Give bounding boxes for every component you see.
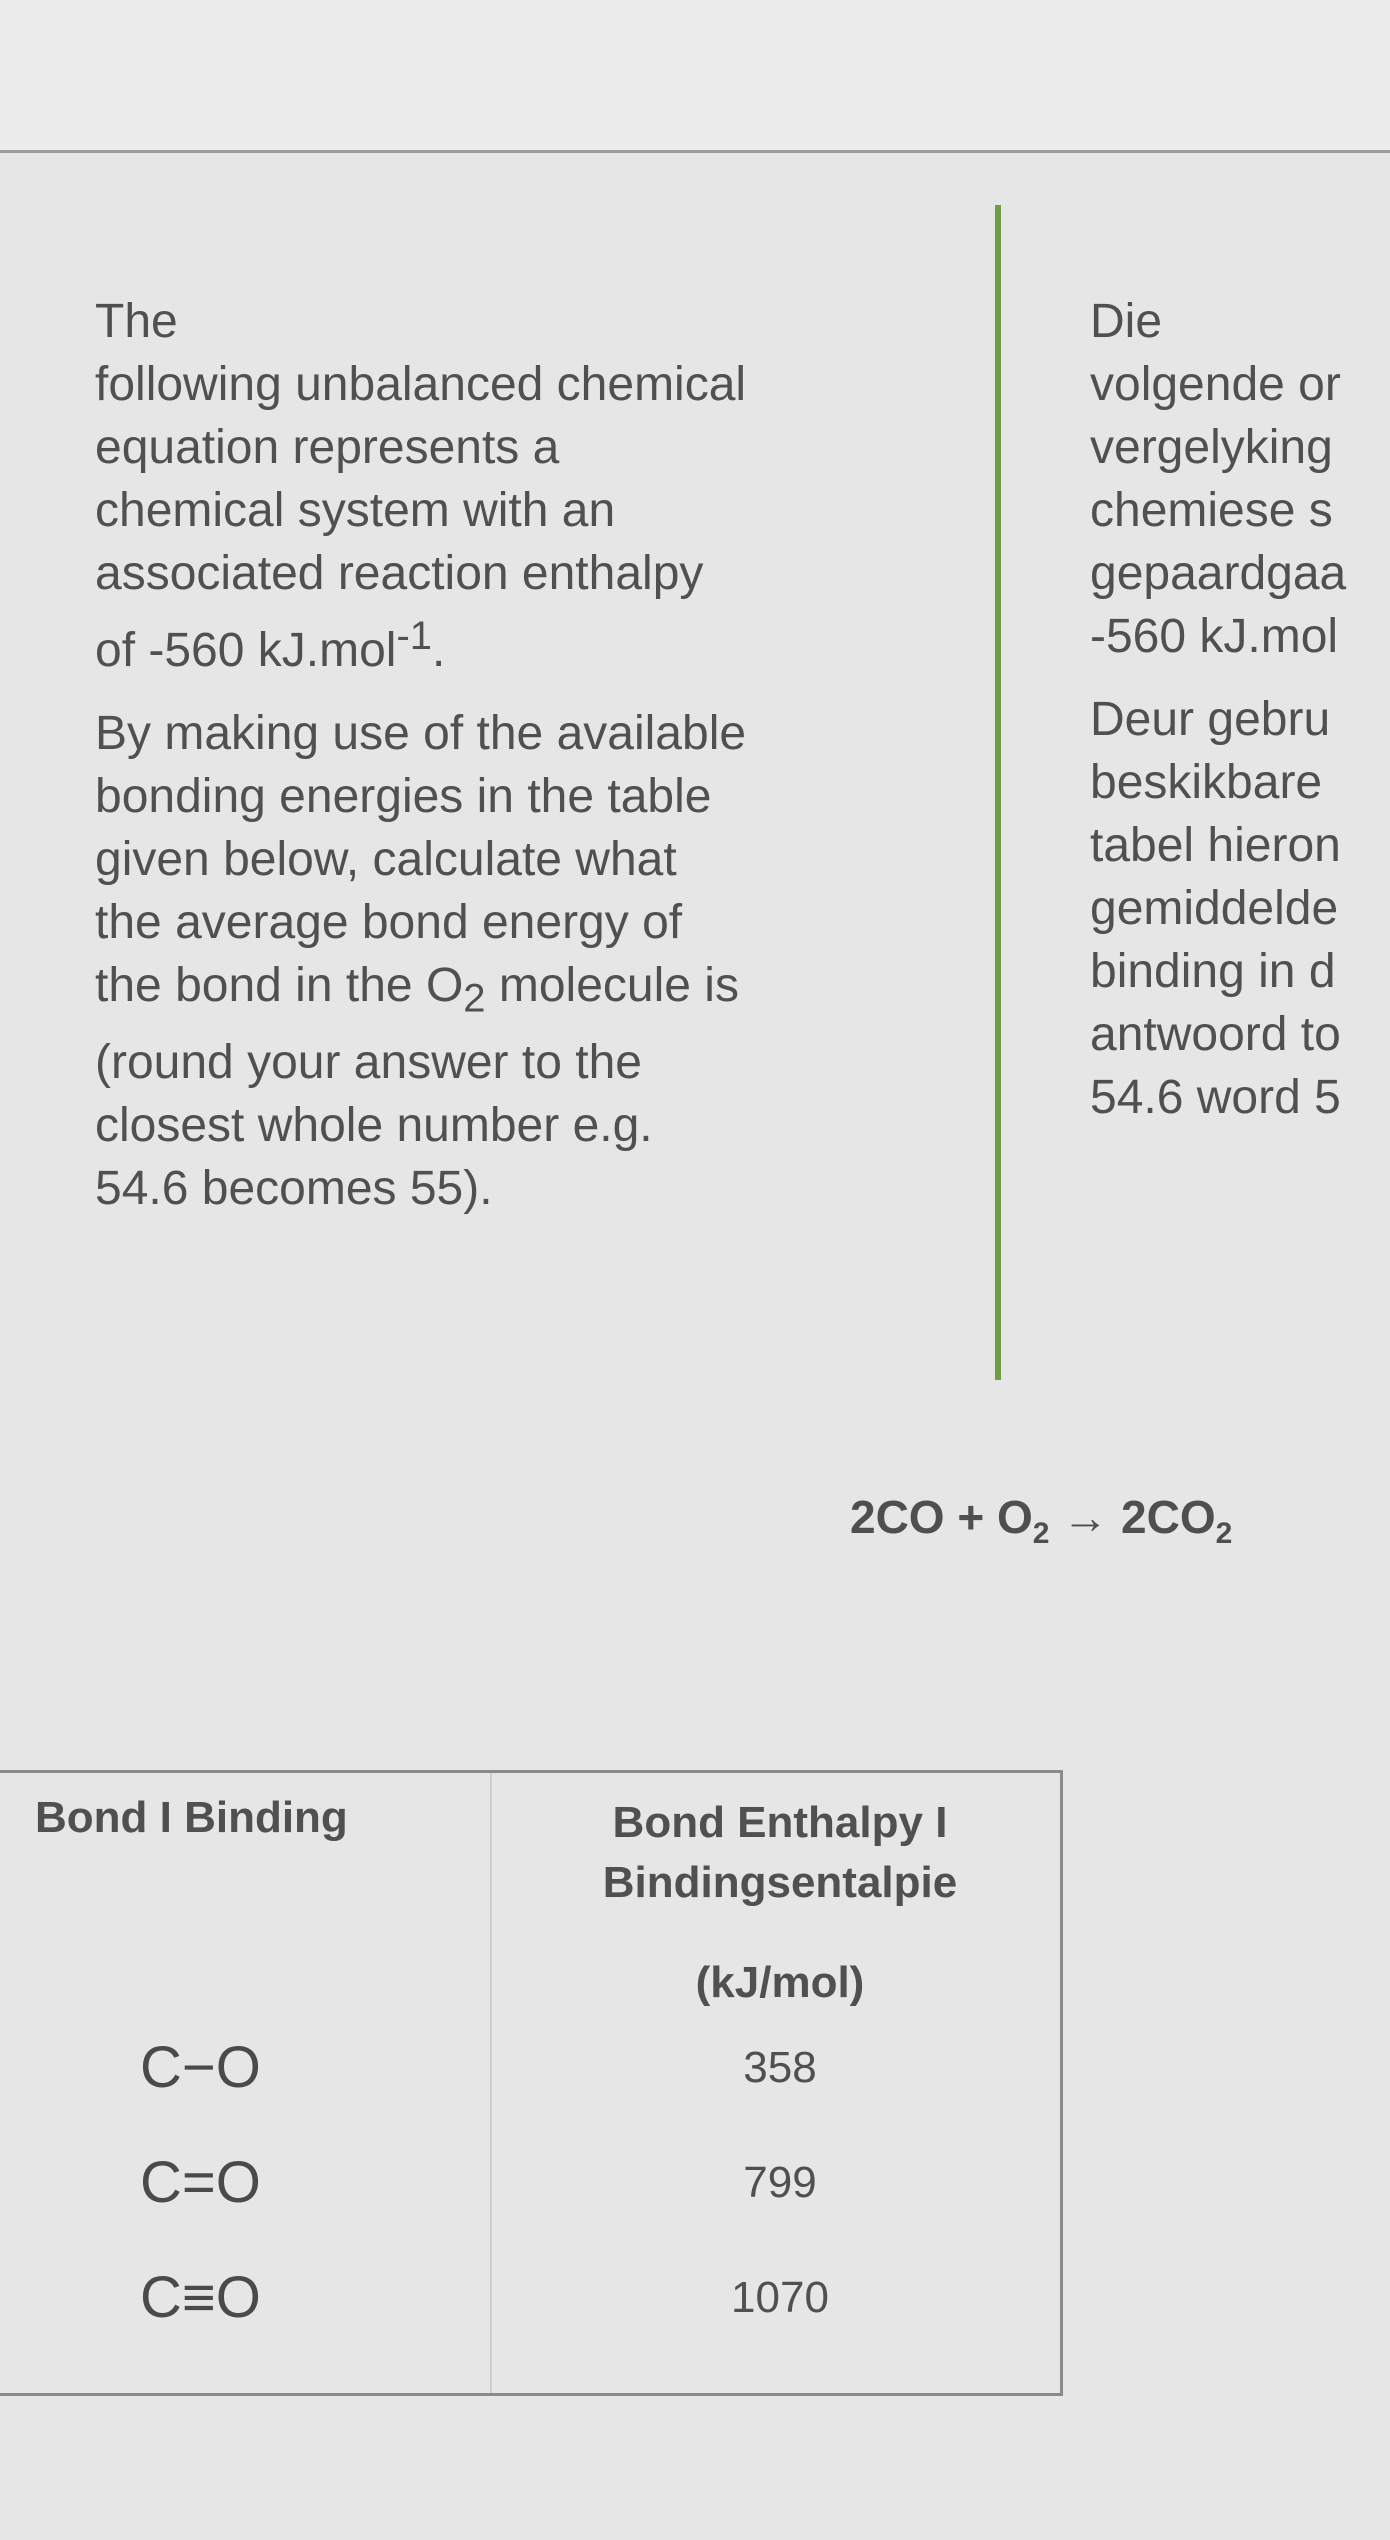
- intro-paragraph: [95, 290, 955, 682]
- afrikaans-line: Deur gebru: [1090, 693, 1331, 746]
- intro-line: following unbalanced chemical: [95, 358, 747, 411]
- afrikaans-line: gepaardgaa: [1090, 547, 1347, 600]
- enthalpy-cell: 799: [743, 2158, 817, 2207]
- top-margin: [0, 0, 1390, 150]
- enthalpy-text: of -560 kJ.mol: [95, 624, 397, 677]
- afrikaans-line: Die: [1090, 295, 1163, 348]
- afrikaans-line: antwoord to: [1090, 1008, 1341, 1061]
- task-line-o2: the bond in the O: [95, 959, 464, 1012]
- table-row: [0, 2243, 1060, 2353]
- afrikaans-line: vergelyking: [1090, 421, 1333, 474]
- task-line-o2-end: molecule is: [485, 959, 739, 1012]
- bond-cell: C−O: [140, 2035, 261, 2100]
- afrikaans-line: volgende or: [1090, 358, 1341, 411]
- table-row: [0, 2128, 1060, 2238]
- afrikaans-line: gemiddelde: [1090, 882, 1339, 935]
- equation-reactants: 2CO + O: [850, 1491, 1033, 1543]
- bond-enthalpy-table: [0, 1770, 1063, 2396]
- task-line: bonding energies in the table: [95, 770, 712, 823]
- column-divider: [995, 205, 1001, 1380]
- enthalpy-cell: 1070: [731, 2273, 829, 2322]
- afrikaans-line: beskikbare: [1090, 756, 1323, 809]
- question-english: [95, 290, 955, 1240]
- bond-cell: C=O: [140, 2150, 261, 2215]
- question-afrikaans: [1090, 290, 1390, 1149]
- afrikaans-task: [1090, 688, 1390, 1129]
- intro-line: equation represents a: [95, 421, 560, 474]
- enthalpy-cell: 358: [743, 2043, 817, 2092]
- afrikaans-line: binding in d: [1090, 945, 1336, 998]
- equation-subscript: 2: [1032, 1517, 1050, 1551]
- o2-subscript: 2: [463, 976, 486, 1021]
- task-line: the average bond energy of: [95, 896, 683, 949]
- afrikaans-line: chemiese s: [1090, 484, 1333, 537]
- enthalpy-exponent: -1: [396, 614, 433, 658]
- chemical-equation: [850, 1490, 1232, 1551]
- task-line: 54.6 becomes 55).: [95, 1161, 493, 1215]
- afrikaans-line: tabel hieron: [1090, 819, 1341, 872]
- enthalpy-period: .: [432, 624, 446, 677]
- header-enthalpy: Bond Enthalpy I Bindingsentalpie: [602, 1798, 958, 1907]
- table-row: [0, 2013, 1060, 2123]
- task-line: given below, calculate what: [95, 833, 677, 886]
- task-line: (round your answer to the: [95, 1035, 642, 1089]
- afrikaans-intro: [1090, 290, 1390, 668]
- afrikaans-line: 54.6 word 5: [1090, 1071, 1341, 1124]
- task-line: By making use of the available: [95, 707, 747, 760]
- equation-arrow-product: → 2CO: [1049, 1491, 1216, 1543]
- intro-line: The: [95, 295, 178, 348]
- afrikaans-line: -560 kJ.mol: [1090, 610, 1339, 663]
- intro-line: chemical system with an: [95, 484, 616, 537]
- task-line: closest whole number e.g.: [95, 1098, 653, 1152]
- task-paragraph: [95, 702, 955, 1220]
- top-divider: [0, 150, 1390, 153]
- equation-subscript: 2: [1215, 1517, 1233, 1551]
- header-unit: (kJ/mol): [695, 1958, 865, 2007]
- header-bond: Bond I Binding: [35, 1793, 348, 1842]
- bond-cell: C≡O: [140, 2265, 261, 2330]
- intro-line: associated reaction enthalpy: [95, 547, 704, 600]
